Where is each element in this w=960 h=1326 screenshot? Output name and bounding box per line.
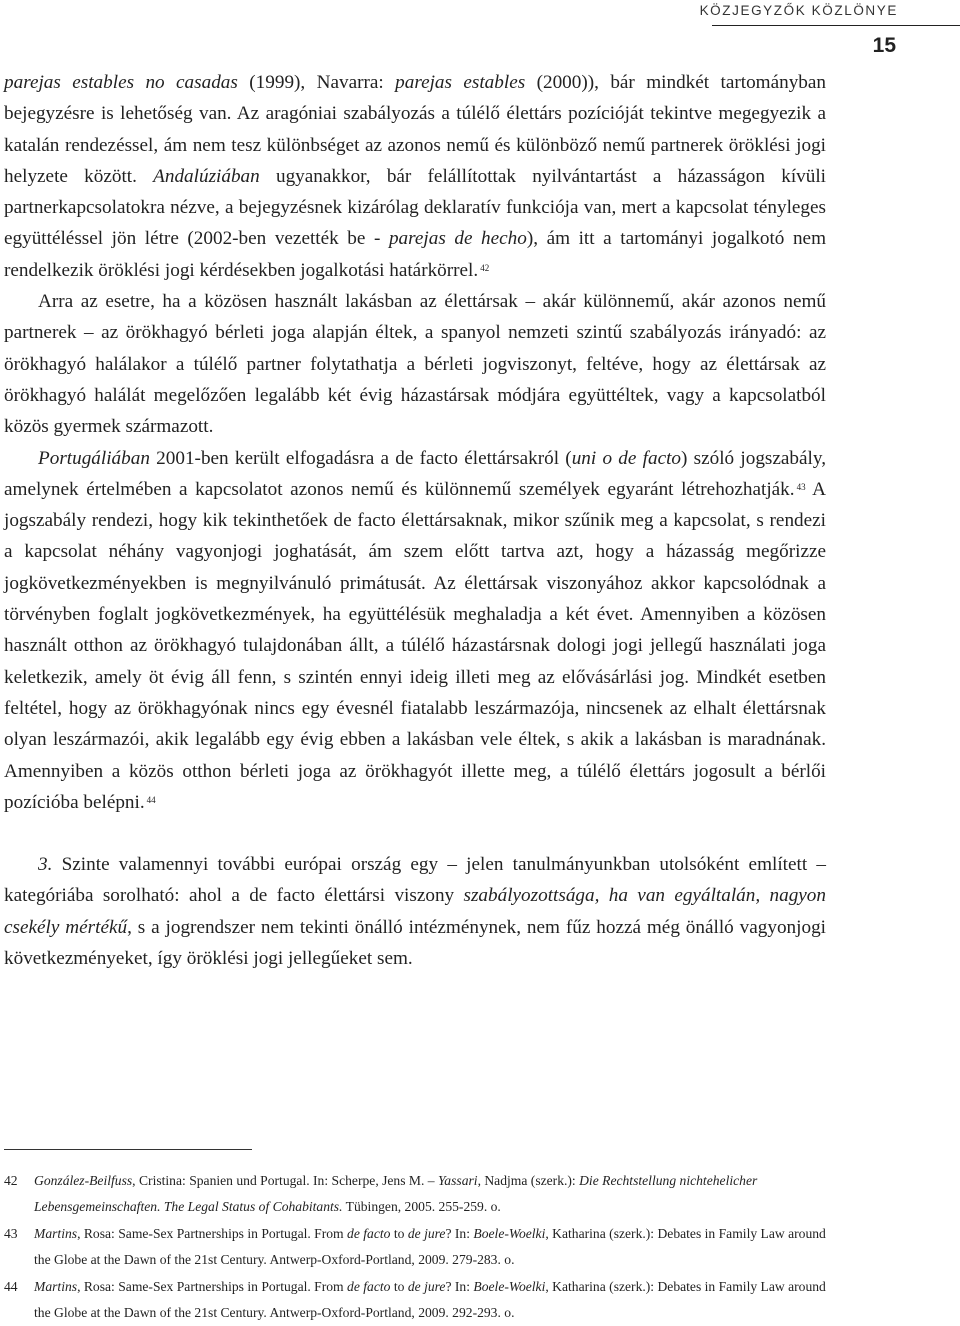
text-span: A jogszabály rendezi, hogy kik tekinthetőek de facto élettársaknak, mikor szűnik meg a kapcsolat, s rendezi a kapcsolat néhány vagyonjogi joghatását, ám szem előtt tartva azt, hogy a házasság megőrizze jogkövetkezményekben is megnyilvánuló primátusát. Az élettársak viszonyához akkor kapcsolódnak a törvényben foglalt jogkövetkezmények, ha együttélésük meghaladja a két évet. Amennyiben a közösen használt otthon az örökhagyó tulajdonában állt, a túlélő házastársnak dologi jogi jellegű használati joga keletkezik, amely öt évig áll fenn, s szintén ennyi ideig illeti meg az elővásárlási jog. Mindkét esetben feltétel, hogy az örökhagyónak nincs egy évesnél fiatalabb leszármazója, nincsenek az elhalt élettársnak olyan leszármazói, akik legalább egy évig ebben a lakásban vele éltek, s akik a lakásban is maradnának. Amennyiben a közös otthon bérleti joga az örökhagyót illette meg, a túlélő élettárs jogosult a bérlői pozícióba belépni. bbox=[4, 478, 826, 813]
footnote-44 bbox=[4, 1274, 826, 1326]
text-span: Boele-Woelki bbox=[473, 1278, 546, 1294]
text-span: Portugáliában bbox=[38, 447, 150, 469]
footnote-ref-42[interactable]: 42 bbox=[480, 262, 490, 273]
paragraph-gap bbox=[4, 818, 826, 849]
text-span: Tübingen, 2005. 255-259. o. bbox=[342, 1199, 501, 1215]
text-span: de jure bbox=[407, 1225, 446, 1241]
text-span: to bbox=[390, 1225, 408, 1241]
text-span: de jure bbox=[407, 1278, 446, 1294]
text-span: ? In: bbox=[445, 1278, 474, 1294]
text-span: Martins bbox=[34, 1278, 78, 1294]
section-number: 3. bbox=[38, 854, 53, 876]
text-span: de facto bbox=[347, 1278, 391, 1294]
footnote-text bbox=[34, 1221, 826, 1274]
footnote-number: 44 bbox=[4, 1278, 18, 1294]
body-text bbox=[4, 67, 826, 974]
text-span: , Rosa: Same-Sex Partnerships in Portugal. From bbox=[77, 1225, 348, 1241]
text-span: 2001-ben került elfogadásra a de facto élettársakról ( bbox=[149, 447, 572, 469]
paragraph-4 bbox=[4, 849, 826, 974]
text-span: ), ám itt a tartományi jogalkotó nem rendelkezik öröklési jogi kérdésekben jogalkotási határkörrel. bbox=[4, 228, 826, 281]
text-span: , Nadjma (szerk.): bbox=[477, 1173, 580, 1188]
paragraph-3 bbox=[4, 443, 826, 819]
footnote-43 bbox=[4, 1221, 826, 1274]
text-span: parejas estables bbox=[395, 72, 526, 93]
page-number: 15 bbox=[872, 34, 896, 57]
text-span: Boele-Woelki bbox=[473, 1225, 546, 1241]
text-span: (2000)), bár mindkét tartományban bejegyzésre is lehetőség van. Az aragóniai szabályozás a túlélő élettárs pozícióját tekintve megegyezik a katalán rendezéssel, ám nem tesz különbséget az azonos nemű és különböző nemű partnerek öröklési jogi helyzete között. bbox=[4, 72, 826, 187]
footnote-rule bbox=[4, 1149, 252, 1150]
text-span: Arra az esetre, ha a közösen használt lakásban az élettársak – akár különnemű, akár azonos nemű partnerek – az örökhagyó bérleti joga alapján éltek, a spanyol nemzeti szintű szabályozás irányadó: az örökhagyó halálakor a túlélő partner folytathatja a bérleti jogviszonyt, feltéve, hogy az élettársak az örökhagyó halálát megelőzően legalább két évig házastársak módjára együttéltek, vagy a kapcsolatból közös gyermek származott. bbox=[4, 291, 826, 438]
footnote-text bbox=[34, 1274, 826, 1326]
text-span: , Rosa: Same-Sex Partnerships in Portugal. From bbox=[77, 1278, 348, 1294]
paragraph-2 bbox=[4, 286, 826, 442]
footnote-ref-44[interactable]: 44 bbox=[146, 794, 156, 805]
text-span: szabályozottsága, ha van egyáltalán, nagyon csekély mértékű bbox=[4, 885, 826, 938]
text-span: Die Rechtstellung nichtehelicher Lebensgemeinschaften. The Legal Status of Cohabitants. bbox=[34, 1173, 758, 1215]
footnote-number: 43 bbox=[4, 1225, 18, 1241]
footnote-text bbox=[34, 1168, 826, 1221]
text-span: parejas de hecho bbox=[388, 228, 527, 250]
text-span: to bbox=[390, 1278, 408, 1294]
footnotes bbox=[4, 1168, 826, 1326]
text-span: Szinte valamennyi további európai ország egy – jelen tanulmányunkban utolsóként említett – kategóriába sorolható: ahol a de facto élettársi viszony bbox=[4, 854, 826, 907]
paragraph-1 bbox=[4, 67, 826, 286]
footnote-42 bbox=[4, 1168, 826, 1221]
header-rule bbox=[712, 25, 960, 26]
text-span: uni o de facto bbox=[571, 447, 682, 469]
text-span: ) szóló jogszabály, amelynek értelmében a kapcsolatot azonos nemű és különnemű személyek egyaránt létrehozhatják. bbox=[4, 447, 826, 500]
text-span: Martins bbox=[34, 1225, 78, 1241]
text-span: Yassari bbox=[438, 1173, 478, 1188]
text-span: , Katharina (szerk.): Debates in Family Law around the Globe at the Dawn of the 21st Century. Antwerp-Oxford-Portland, 2009. 292-293. o. bbox=[34, 1278, 826, 1321]
text-span: (1999), Navarra: bbox=[237, 72, 396, 93]
text-span: de facto bbox=[347, 1225, 391, 1241]
text-span: González-Beilfuss bbox=[34, 1173, 133, 1188]
text-span: ? In: bbox=[445, 1225, 474, 1241]
text-span: ugyanakkor, bár felállítottak nyilvántartást a házasságon kívüli partnerkapcsolatokra nézve, a bejegyzésnek kizárólag deklaratív funkciója van, mert a kapcsolat tényleges együttéléssel jön létre (2002-ben vezették be - bbox=[4, 165, 827, 250]
text-span: parejas estables no casadas bbox=[4, 72, 238, 93]
text-span: , Katharina (szerk.): Debates in Family Law around the Globe at the Dawn of the 21st Century. Antwerp-Oxford-Portland, 2009. 279-283. o. bbox=[34, 1225, 826, 1268]
text-span: , s a jogrendszer nem tekinti önálló intézménynek, nem fűz hozzá még önálló vagyonjogi következményeket, így öröklési jogi jellegűeket sem. bbox=[4, 916, 826, 970]
text-span: , Cristina: Spanien und Portugal. In: Scherpe, Jens M. – bbox=[132, 1173, 438, 1188]
footnote-ref-43[interactable]: 43 bbox=[796, 481, 806, 492]
footnote-number: 42 bbox=[4, 1173, 18, 1188]
journal-title: KÖZJEGYZŐK KÖZLÖNYE bbox=[699, 3, 898, 18]
text-span: Andalúziában bbox=[153, 165, 260, 187]
